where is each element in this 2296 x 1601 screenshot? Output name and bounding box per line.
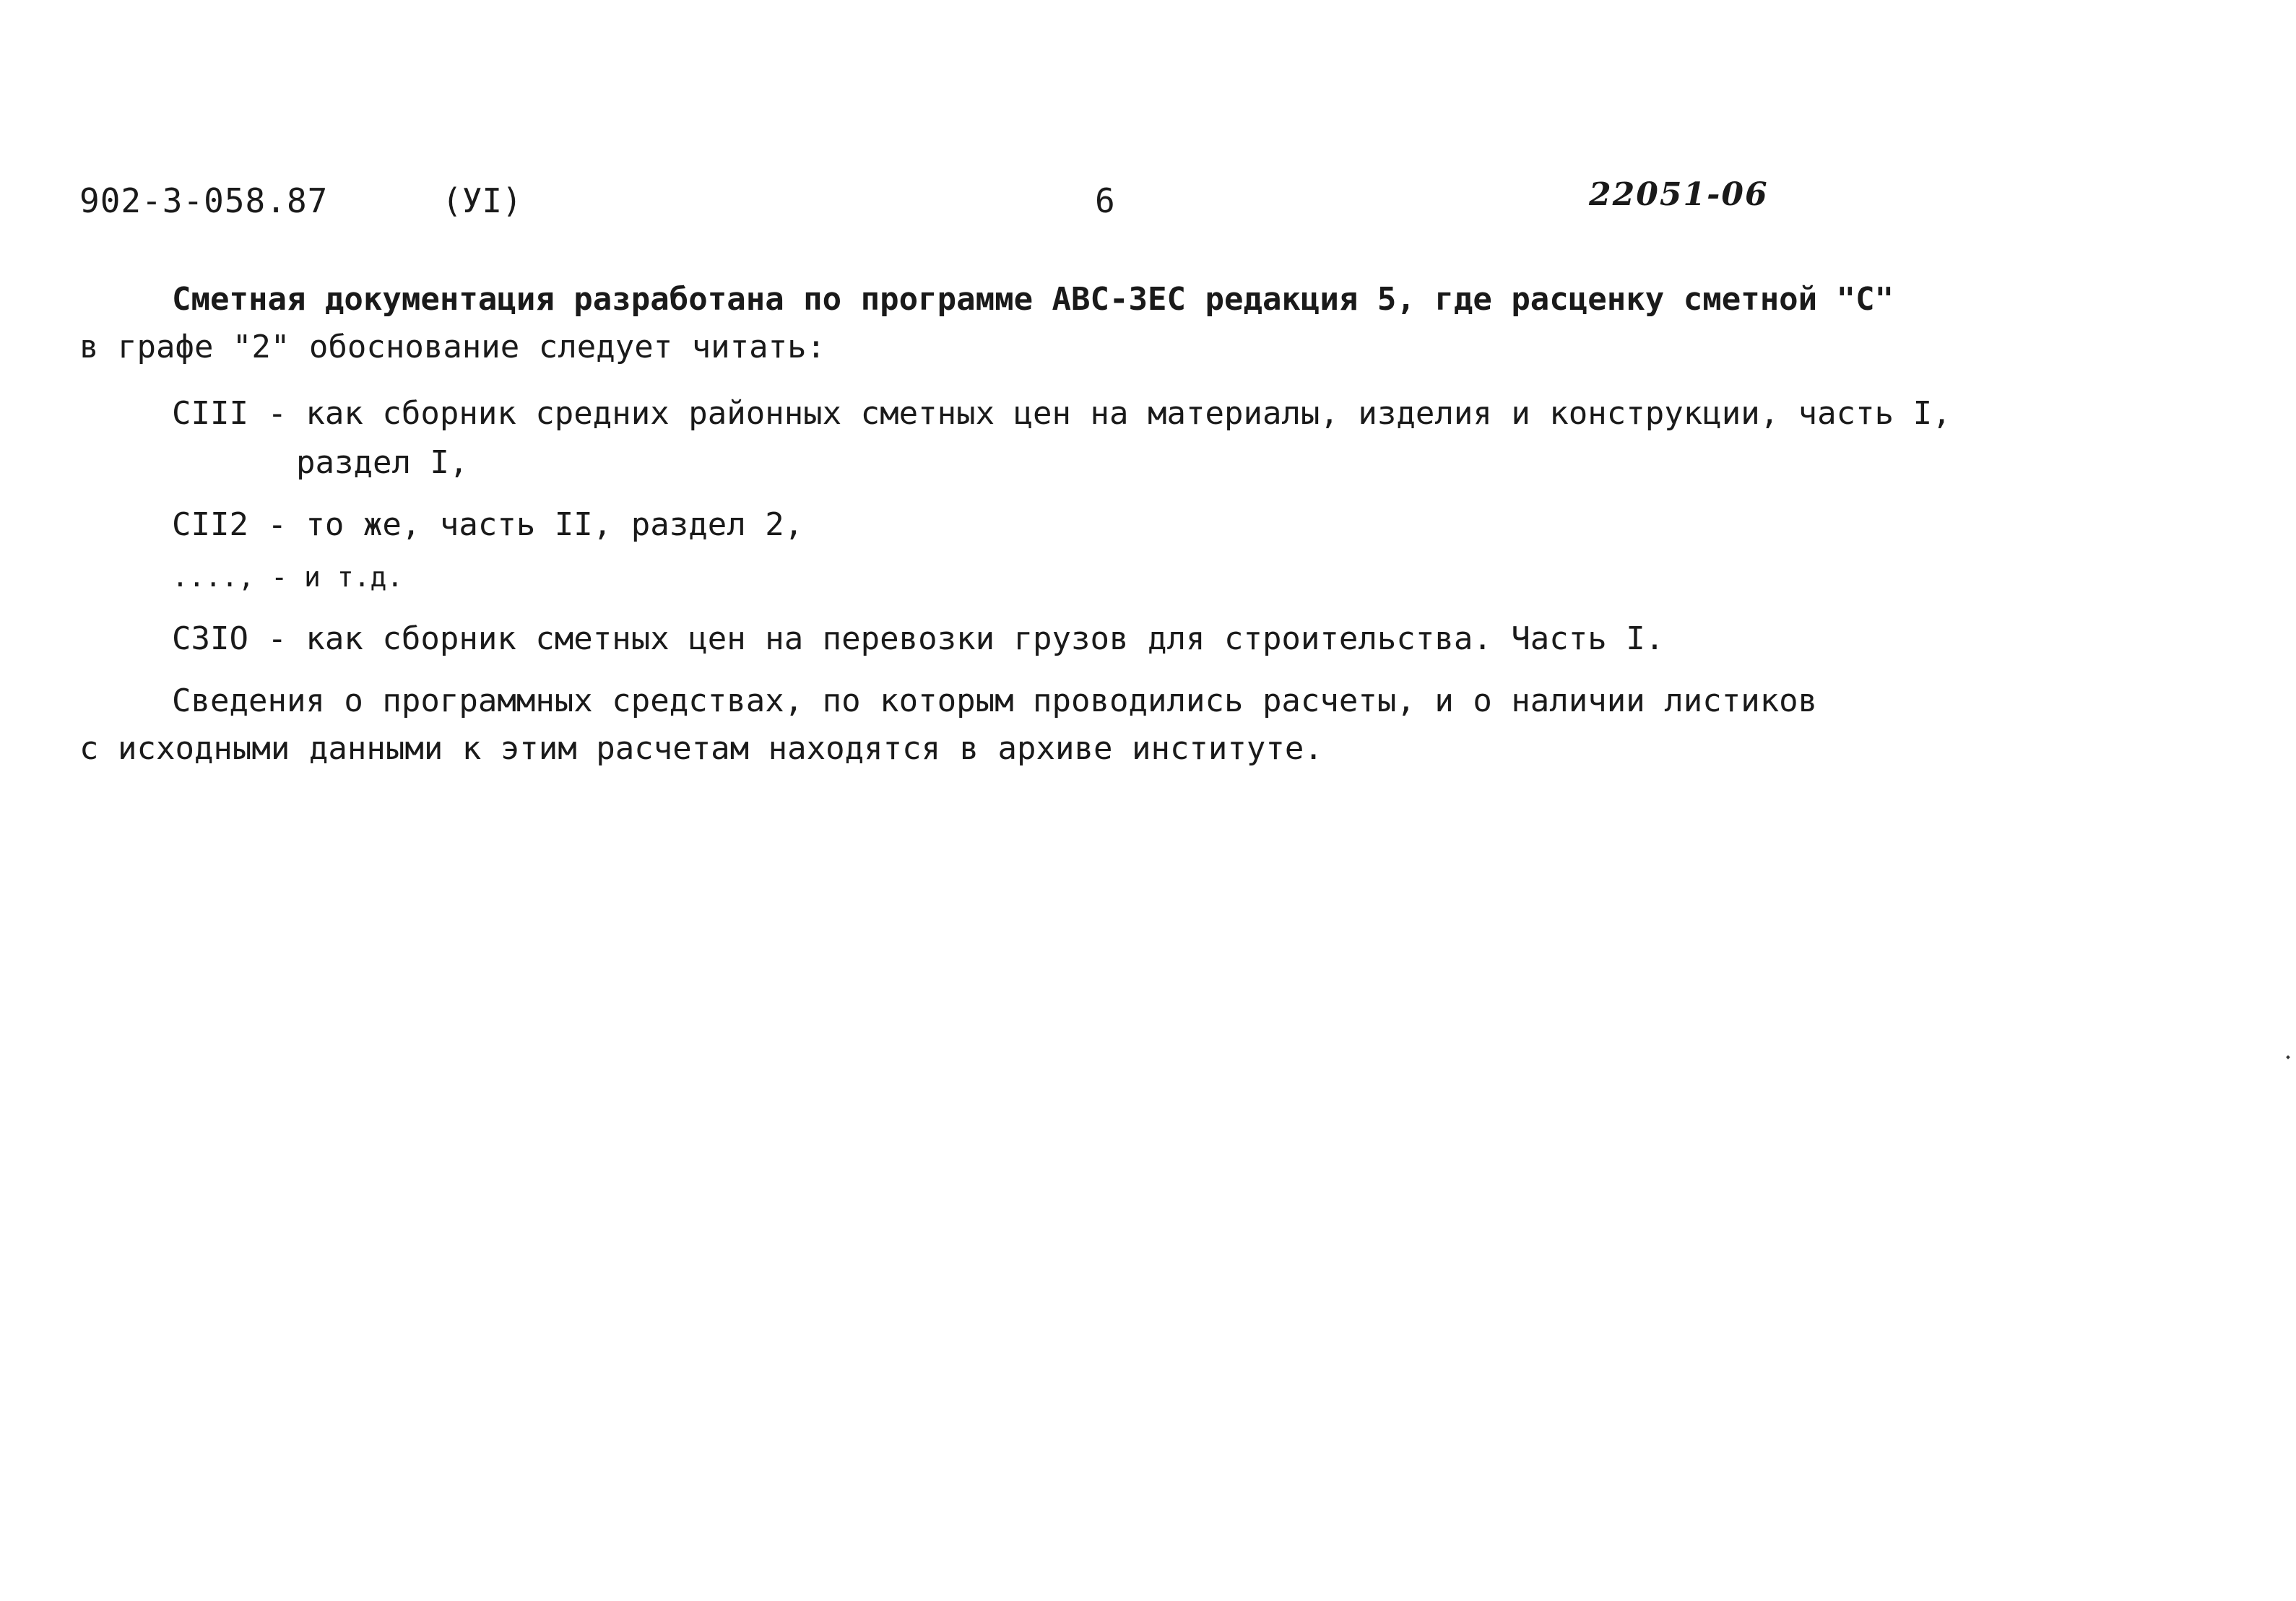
list-item-etc: ...., - и т.д. [172, 561, 404, 593]
list-item-s111-line-1: СIII - как сборник средних районных сметных цен на материалы, изделия и конструкции, часть I, [172, 395, 1951, 432]
inventory-number: 22051-06 [1589, 176, 1769, 213]
intro-paragraph-line-2: в графе "2" обоснование следует читать: [79, 329, 826, 365]
intro-paragraph-line-1: Сметная документация разработана по программе АВС-ЗЕС редакция 5, где расценку сметной "С" [172, 281, 1894, 318]
list-item-s310: С3IО - как сборник сметных цен на перевозки грузов для строительства. Часть I. [172, 620, 1665, 657]
list-item-s111-line-2: раздел I, [296, 444, 469, 481]
volume-label: (УI) [442, 181, 522, 220]
document-code: 902-3-058.87 [79, 181, 329, 220]
info-paragraph-line-2: с исходными данными к этим расчетам находятся в архиве институте. [79, 730, 1323, 767]
list-item-s112: СII2 - то же, часть II, раздел 2, [172, 506, 804, 543]
scan-speck [2286, 1055, 2290, 1059]
page-number: 6 [1095, 181, 1115, 220]
info-paragraph-line-1: Сведения о программных средствах, по которым проводились расчеты, и о наличии листиков [172, 682, 1818, 719]
